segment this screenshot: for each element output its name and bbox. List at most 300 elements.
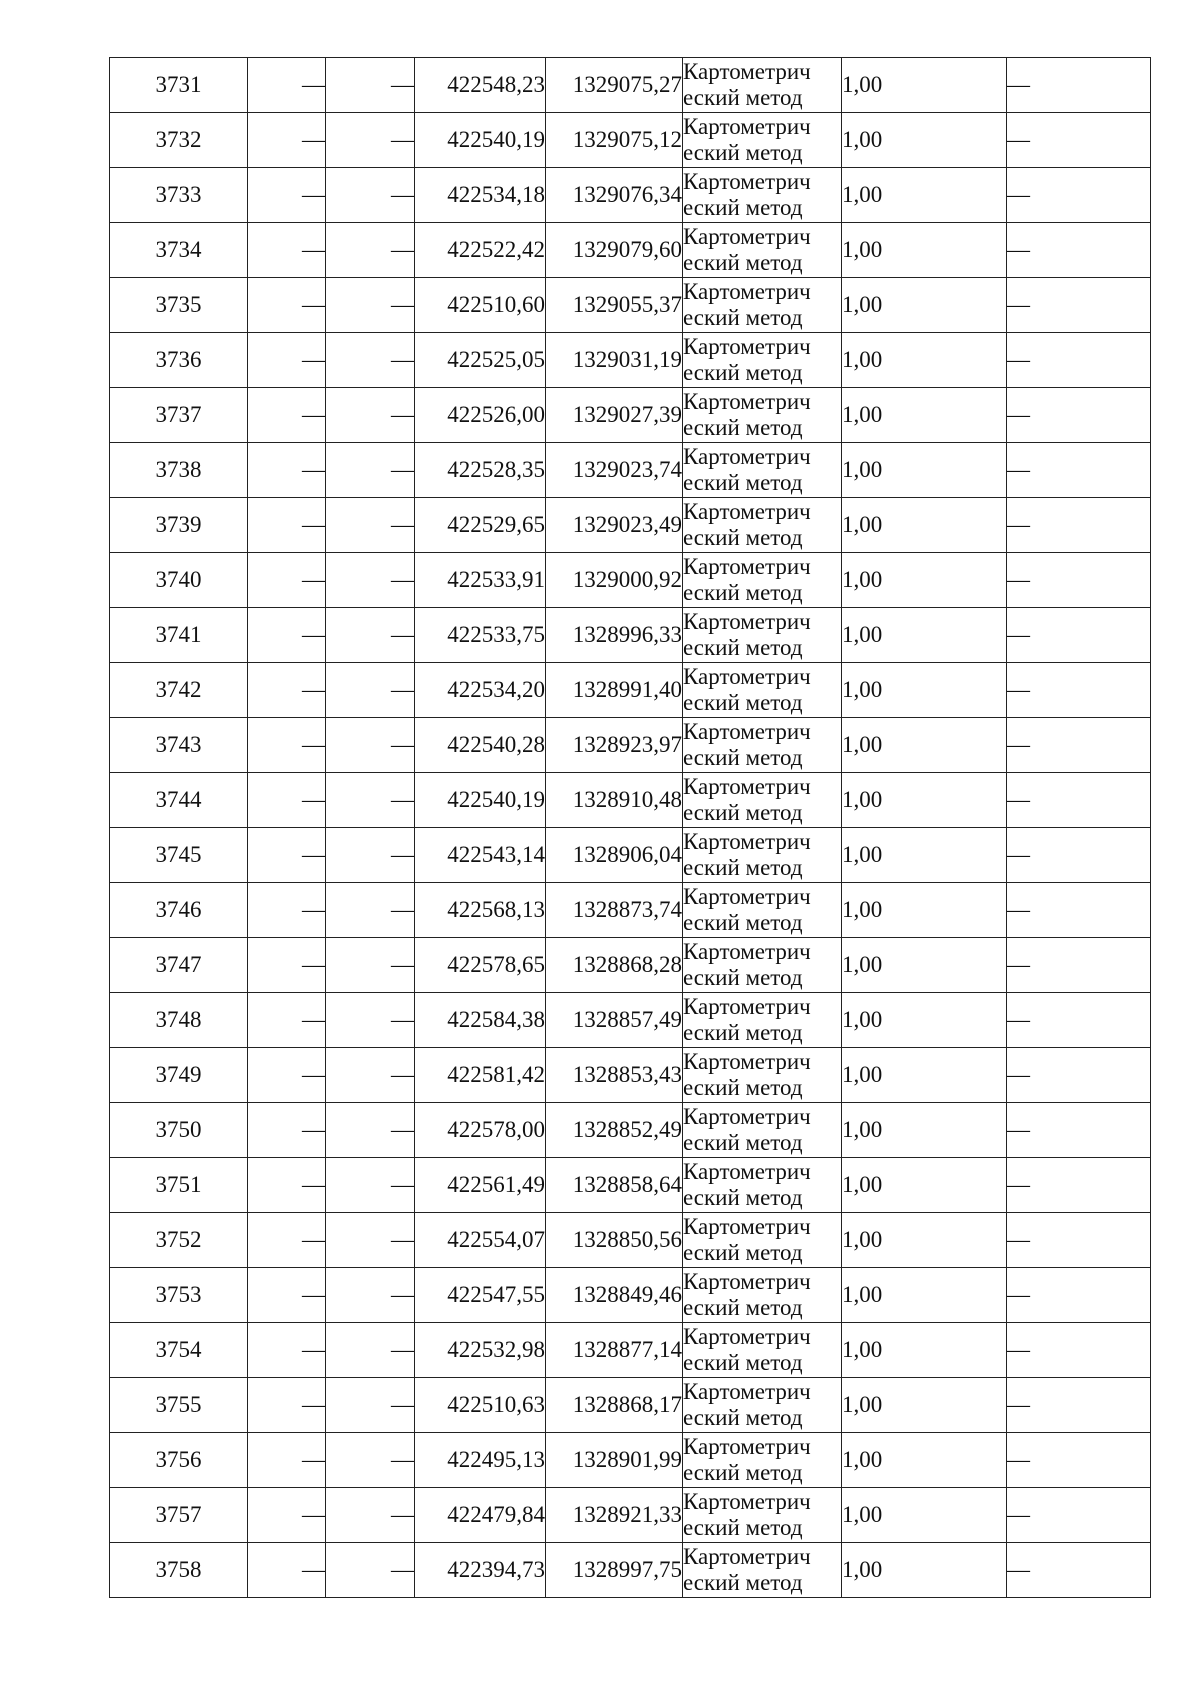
method-cell bbox=[683, 1433, 842, 1488]
method-text-line: еский метод bbox=[683, 1185, 803, 1210]
empty-dash-cell: — bbox=[326, 883, 415, 938]
method-text-line: Картометрич bbox=[683, 1269, 811, 1294]
method-text-line: Картометрич bbox=[683, 1489, 811, 1514]
description-cell: — bbox=[1007, 1323, 1151, 1378]
table-row bbox=[110, 993, 1151, 1048]
table-row bbox=[110, 773, 1151, 828]
empty-dash-cell: — bbox=[326, 1543, 415, 1598]
empty-dash-cell: — bbox=[248, 773, 326, 828]
table-row bbox=[110, 443, 1151, 498]
empty-dash-cell: — bbox=[248, 1268, 326, 1323]
point-number-cell: 3734 bbox=[110, 223, 248, 278]
point-number-cell: 3737 bbox=[110, 388, 248, 443]
y-coordinate-cell: 1328852,49 bbox=[546, 1103, 683, 1158]
accuracy-cell: 1,00 bbox=[842, 113, 1007, 168]
method-cell bbox=[683, 1158, 842, 1213]
method-text-line: еский метод bbox=[683, 855, 803, 880]
y-coordinate-cell: 1328901,99 bbox=[546, 1433, 683, 1488]
table-row bbox=[110, 58, 1151, 113]
coordinates-table-body bbox=[110, 58, 1151, 1598]
y-coordinate-cell: 1329027,39 bbox=[546, 388, 683, 443]
y-coordinate-cell: 1328858,64 bbox=[546, 1158, 683, 1213]
empty-dash-cell: — bbox=[326, 663, 415, 718]
description-cell: — bbox=[1007, 223, 1151, 278]
method-cell bbox=[683, 718, 842, 773]
x-coordinate-cell: 422581,42 bbox=[415, 1048, 546, 1103]
x-coordinate-cell: 422533,75 bbox=[415, 608, 546, 663]
method-text-line: Картометрич bbox=[683, 664, 811, 689]
x-coordinate-cell: 422526,00 bbox=[415, 388, 546, 443]
method-text-line: еский метод bbox=[683, 745, 803, 770]
empty-dash-cell: — bbox=[326, 718, 415, 773]
empty-dash-cell: — bbox=[326, 1103, 415, 1158]
method-text-line: Картометрич bbox=[683, 829, 811, 854]
empty-dash-cell: — bbox=[248, 828, 326, 883]
empty-dash-cell: — bbox=[326, 1268, 415, 1323]
description-cell: — bbox=[1007, 718, 1151, 773]
method-text-line: Картометрич bbox=[683, 444, 811, 469]
description-cell: — bbox=[1007, 168, 1151, 223]
point-number-cell: 3741 bbox=[110, 608, 248, 663]
description-cell: — bbox=[1007, 498, 1151, 553]
table-row bbox=[110, 718, 1151, 773]
table-row bbox=[110, 498, 1151, 553]
description-cell: — bbox=[1007, 1378, 1151, 1433]
method-text-line: еский метод bbox=[683, 1240, 803, 1265]
y-coordinate-cell: 1328857,49 bbox=[546, 993, 683, 1048]
method-cell bbox=[683, 938, 842, 993]
accuracy-cell: 1,00 bbox=[842, 1378, 1007, 1433]
x-coordinate-cell: 422547,55 bbox=[415, 1268, 546, 1323]
y-coordinate-cell: 1328991,40 bbox=[546, 663, 683, 718]
empty-dash-cell: — bbox=[248, 938, 326, 993]
method-text-line: Картометрич bbox=[683, 1214, 811, 1239]
method-cell bbox=[683, 1378, 842, 1433]
method-text-line: еский метод bbox=[683, 1460, 803, 1485]
y-coordinate-cell: 1328853,43 bbox=[546, 1048, 683, 1103]
x-coordinate-cell: 422561,49 bbox=[415, 1158, 546, 1213]
accuracy-cell: 1,00 bbox=[842, 1213, 1007, 1268]
method-cell bbox=[683, 1213, 842, 1268]
accuracy-cell: 1,00 bbox=[842, 388, 1007, 443]
description-cell: — bbox=[1007, 773, 1151, 828]
description-cell: — bbox=[1007, 553, 1151, 608]
point-number-cell: 3745 bbox=[110, 828, 248, 883]
table-row bbox=[110, 553, 1151, 608]
accuracy-cell: 1,00 bbox=[842, 1048, 1007, 1103]
method-text-line: еский метод bbox=[683, 690, 803, 715]
empty-dash-cell: — bbox=[248, 333, 326, 388]
accuracy-cell: 1,00 bbox=[842, 1103, 1007, 1158]
y-coordinate-cell: 1329075,27 bbox=[546, 58, 683, 113]
method-text-line: еский метод bbox=[683, 415, 803, 440]
method-text-line: еский метод bbox=[683, 1295, 803, 1320]
point-number-cell: 3746 bbox=[110, 883, 248, 938]
point-number-cell: 3743 bbox=[110, 718, 248, 773]
point-number-cell: 3749 bbox=[110, 1048, 248, 1103]
table-row bbox=[110, 1213, 1151, 1268]
empty-dash-cell: — bbox=[248, 1323, 326, 1378]
description-cell: — bbox=[1007, 1488, 1151, 1543]
table-row bbox=[110, 883, 1151, 938]
x-coordinate-cell: 422495,13 bbox=[415, 1433, 546, 1488]
description-cell: — bbox=[1007, 663, 1151, 718]
method-cell bbox=[683, 113, 842, 168]
table-row bbox=[110, 278, 1151, 333]
empty-dash-cell: — bbox=[326, 938, 415, 993]
y-coordinate-cell: 1328996,33 bbox=[546, 608, 683, 663]
y-coordinate-cell: 1329000,92 bbox=[546, 553, 683, 608]
x-coordinate-cell: 422510,63 bbox=[415, 1378, 546, 1433]
empty-dash-cell: — bbox=[326, 1378, 415, 1433]
empty-dash-cell: — bbox=[248, 718, 326, 773]
accuracy-cell: 1,00 bbox=[842, 938, 1007, 993]
y-coordinate-cell: 1328849,46 bbox=[546, 1268, 683, 1323]
empty-dash-cell: — bbox=[326, 58, 415, 113]
x-coordinate-cell: 422394,73 bbox=[415, 1543, 546, 1598]
x-coordinate-cell: 422510,60 bbox=[415, 278, 546, 333]
empty-dash-cell: — bbox=[248, 1103, 326, 1158]
point-number-cell: 3733 bbox=[110, 168, 248, 223]
method-text-line: Картометрич bbox=[683, 1159, 811, 1184]
method-cell bbox=[683, 388, 842, 443]
point-number-cell: 3758 bbox=[110, 1543, 248, 1598]
y-coordinate-cell: 1328873,74 bbox=[546, 883, 683, 938]
accuracy-cell: 1,00 bbox=[842, 828, 1007, 883]
method-text-line: еский метод bbox=[683, 1515, 803, 1540]
accuracy-cell: 1,00 bbox=[842, 553, 1007, 608]
method-cell bbox=[683, 443, 842, 498]
point-number-cell: 3747 bbox=[110, 938, 248, 993]
x-coordinate-cell: 422532,98 bbox=[415, 1323, 546, 1378]
y-coordinate-cell: 1328997,75 bbox=[546, 1543, 683, 1598]
empty-dash-cell: — bbox=[326, 1048, 415, 1103]
method-text-line: еский метод bbox=[683, 250, 803, 275]
accuracy-cell: 1,00 bbox=[842, 1488, 1007, 1543]
method-cell bbox=[683, 58, 842, 113]
method-text-line: Картометрич bbox=[683, 114, 811, 139]
accuracy-cell: 1,00 bbox=[842, 663, 1007, 718]
x-coordinate-cell: 422554,07 bbox=[415, 1213, 546, 1268]
method-text-line: еский метод bbox=[683, 1130, 803, 1155]
x-coordinate-cell: 422528,35 bbox=[415, 443, 546, 498]
empty-dash-cell: — bbox=[326, 828, 415, 883]
point-number-cell: 3731 bbox=[110, 58, 248, 113]
empty-dash-cell: — bbox=[248, 278, 326, 333]
point-number-cell: 3755 bbox=[110, 1378, 248, 1433]
point-number-cell: 3757 bbox=[110, 1488, 248, 1543]
method-cell bbox=[683, 663, 842, 718]
empty-dash-cell: — bbox=[326, 553, 415, 608]
method-text-line: еский метод bbox=[683, 305, 803, 330]
empty-dash-cell: — bbox=[248, 1158, 326, 1213]
empty-dash-cell: — bbox=[248, 553, 326, 608]
x-coordinate-cell: 422540,19 bbox=[415, 113, 546, 168]
accuracy-cell: 1,00 bbox=[842, 498, 1007, 553]
empty-dash-cell: — bbox=[326, 1213, 415, 1268]
x-coordinate-cell: 422522,42 bbox=[415, 223, 546, 278]
method-text-line: еский метод bbox=[683, 635, 803, 660]
empty-dash-cell: — bbox=[326, 773, 415, 828]
table-row bbox=[110, 1543, 1151, 1598]
method-text-line: Картометрич bbox=[683, 939, 811, 964]
method-text-line: Картометрич bbox=[683, 554, 811, 579]
method-text-line: Картометрич bbox=[683, 169, 811, 194]
method-text-line: Картометрич bbox=[683, 279, 811, 304]
description-cell: — bbox=[1007, 388, 1151, 443]
description-cell: — bbox=[1007, 1543, 1151, 1598]
x-coordinate-cell: 422529,65 bbox=[415, 498, 546, 553]
point-number-cell: 3748 bbox=[110, 993, 248, 1048]
table-row bbox=[110, 1048, 1151, 1103]
accuracy-cell: 1,00 bbox=[842, 1323, 1007, 1378]
y-coordinate-cell: 1329055,37 bbox=[546, 278, 683, 333]
method-text-line: еский метод bbox=[683, 1020, 803, 1045]
accuracy-cell: 1,00 bbox=[842, 718, 1007, 773]
empty-dash-cell: — bbox=[326, 1158, 415, 1213]
description-cell: — bbox=[1007, 993, 1151, 1048]
y-coordinate-cell: 1328910,48 bbox=[546, 773, 683, 828]
x-coordinate-cell: 422548,23 bbox=[415, 58, 546, 113]
point-number-cell: 3750 bbox=[110, 1103, 248, 1158]
table-row bbox=[110, 938, 1151, 993]
method-text-line: еский метод bbox=[683, 1350, 803, 1375]
method-text-line: еский метод bbox=[683, 1570, 803, 1595]
accuracy-cell: 1,00 bbox=[842, 608, 1007, 663]
y-coordinate-cell: 1329023,74 bbox=[546, 443, 683, 498]
y-coordinate-cell: 1328921,33 bbox=[546, 1488, 683, 1543]
empty-dash-cell: — bbox=[248, 1378, 326, 1433]
method-text-line: Картометрич bbox=[683, 1324, 811, 1349]
method-text-line: еский метод bbox=[683, 1075, 803, 1100]
empty-dash-cell: — bbox=[326, 498, 415, 553]
point-number-cell: 3738 bbox=[110, 443, 248, 498]
x-coordinate-cell: 422540,19 bbox=[415, 773, 546, 828]
method-text-line: Картометрич bbox=[683, 994, 811, 1019]
method-text-line: еский метод bbox=[683, 910, 803, 935]
empty-dash-cell: — bbox=[248, 993, 326, 1048]
method-text-line: Картометрич bbox=[683, 1434, 811, 1459]
table-row bbox=[110, 168, 1151, 223]
accuracy-cell: 1,00 bbox=[842, 1158, 1007, 1213]
x-coordinate-cell: 422578,65 bbox=[415, 938, 546, 993]
coordinates-table bbox=[109, 57, 1151, 1598]
method-text-line: Картометрич bbox=[683, 609, 811, 634]
description-cell: — bbox=[1007, 1268, 1151, 1323]
empty-dash-cell: — bbox=[248, 1543, 326, 1598]
point-number-cell: 3732 bbox=[110, 113, 248, 168]
method-cell bbox=[683, 1268, 842, 1323]
method-text-line: Картометрич bbox=[683, 224, 811, 249]
y-coordinate-cell: 1329031,19 bbox=[546, 333, 683, 388]
method-text-line: Картометрич bbox=[683, 334, 811, 359]
point-number-cell: 3744 bbox=[110, 773, 248, 828]
accuracy-cell: 1,00 bbox=[842, 993, 1007, 1048]
table-row bbox=[110, 1488, 1151, 1543]
method-text-line: Картометрич bbox=[683, 884, 811, 909]
y-coordinate-cell: 1328868,28 bbox=[546, 938, 683, 993]
empty-dash-cell: — bbox=[248, 113, 326, 168]
method-text-line: Картометрич bbox=[683, 1544, 811, 1569]
empty-dash-cell: — bbox=[326, 333, 415, 388]
method-text-line: Картометрич bbox=[683, 59, 811, 84]
empty-dash-cell: — bbox=[326, 608, 415, 663]
y-coordinate-cell: 1328877,14 bbox=[546, 1323, 683, 1378]
description-cell: — bbox=[1007, 58, 1151, 113]
y-coordinate-cell: 1329075,12 bbox=[546, 113, 683, 168]
method-cell bbox=[683, 553, 842, 608]
point-number-cell: 3752 bbox=[110, 1213, 248, 1268]
x-coordinate-cell: 422533,91 bbox=[415, 553, 546, 608]
method-cell bbox=[683, 773, 842, 828]
point-number-cell: 3735 bbox=[110, 278, 248, 333]
description-cell: — bbox=[1007, 113, 1151, 168]
method-text-line: еский метод bbox=[683, 525, 803, 550]
point-number-cell: 3753 bbox=[110, 1268, 248, 1323]
accuracy-cell: 1,00 bbox=[842, 883, 1007, 938]
method-text-line: еский метод bbox=[683, 1405, 803, 1430]
accuracy-cell: 1,00 bbox=[842, 773, 1007, 828]
empty-dash-cell: — bbox=[326, 168, 415, 223]
method-cell bbox=[683, 883, 842, 938]
accuracy-cell: 1,00 bbox=[842, 443, 1007, 498]
x-coordinate-cell: 422525,05 bbox=[415, 333, 546, 388]
x-coordinate-cell: 422578,00 bbox=[415, 1103, 546, 1158]
description-cell: — bbox=[1007, 883, 1151, 938]
method-text-line: еский метод bbox=[683, 85, 803, 110]
accuracy-cell: 1,00 bbox=[842, 1543, 1007, 1598]
description-cell: — bbox=[1007, 1103, 1151, 1158]
method-text-line: Картометрич bbox=[683, 774, 811, 799]
method-cell bbox=[683, 498, 842, 553]
description-cell: — bbox=[1007, 1213, 1151, 1268]
x-coordinate-cell: 422568,13 bbox=[415, 883, 546, 938]
table-row bbox=[110, 223, 1151, 278]
empty-dash-cell: — bbox=[248, 443, 326, 498]
point-number-cell: 3736 bbox=[110, 333, 248, 388]
table-row bbox=[110, 1103, 1151, 1158]
description-cell: — bbox=[1007, 1158, 1151, 1213]
table-row bbox=[110, 1158, 1151, 1213]
table-row bbox=[110, 333, 1151, 388]
empty-dash-cell: — bbox=[326, 1323, 415, 1378]
empty-dash-cell: — bbox=[326, 443, 415, 498]
table-row bbox=[110, 1378, 1151, 1433]
empty-dash-cell: — bbox=[248, 168, 326, 223]
accuracy-cell: 1,00 bbox=[842, 1433, 1007, 1488]
empty-dash-cell: — bbox=[248, 498, 326, 553]
accuracy-cell: 1,00 bbox=[842, 333, 1007, 388]
x-coordinate-cell: 422543,14 bbox=[415, 828, 546, 883]
method-text-line: еский метод bbox=[683, 195, 803, 220]
method-cell bbox=[683, 608, 842, 663]
empty-dash-cell: — bbox=[326, 223, 415, 278]
accuracy-cell: 1,00 bbox=[842, 1268, 1007, 1323]
accuracy-cell: 1,00 bbox=[842, 278, 1007, 333]
empty-dash-cell: — bbox=[326, 388, 415, 443]
empty-dash-cell: — bbox=[248, 223, 326, 278]
empty-dash-cell: — bbox=[248, 58, 326, 113]
point-number-cell: 3740 bbox=[110, 553, 248, 608]
y-coordinate-cell: 1328850,56 bbox=[546, 1213, 683, 1268]
accuracy-cell: 1,00 bbox=[842, 223, 1007, 278]
y-coordinate-cell: 1329023,49 bbox=[546, 498, 683, 553]
x-coordinate-cell: 422584,38 bbox=[415, 993, 546, 1048]
y-coordinate-cell: 1328923,97 bbox=[546, 718, 683, 773]
accuracy-cell: 1,00 bbox=[842, 58, 1007, 113]
method-cell bbox=[683, 278, 842, 333]
description-cell: — bbox=[1007, 443, 1151, 498]
method-cell bbox=[683, 223, 842, 278]
accuracy-cell: 1,00 bbox=[842, 168, 1007, 223]
empty-dash-cell: — bbox=[248, 388, 326, 443]
x-coordinate-cell: 422540,28 bbox=[415, 718, 546, 773]
method-text-line: Картометрич bbox=[683, 719, 811, 744]
empty-dash-cell: — bbox=[248, 663, 326, 718]
empty-dash-cell: — bbox=[248, 1048, 326, 1103]
table-row bbox=[110, 113, 1151, 168]
y-coordinate-cell: 1328868,17 bbox=[546, 1378, 683, 1433]
empty-dash-cell: — bbox=[248, 883, 326, 938]
empty-dash-cell: — bbox=[326, 113, 415, 168]
method-cell bbox=[683, 1488, 842, 1543]
table-row bbox=[110, 828, 1151, 883]
y-coordinate-cell: 1329076,34 bbox=[546, 168, 683, 223]
x-coordinate-cell: 422479,84 bbox=[415, 1488, 546, 1543]
table-row bbox=[110, 1323, 1151, 1378]
method-cell bbox=[683, 1323, 842, 1378]
method-text-line: еский метод bbox=[683, 470, 803, 495]
description-cell: — bbox=[1007, 1433, 1151, 1488]
point-number-cell: 3751 bbox=[110, 1158, 248, 1213]
description-cell: — bbox=[1007, 1048, 1151, 1103]
empty-dash-cell: — bbox=[248, 608, 326, 663]
point-number-cell: 3754 bbox=[110, 1323, 248, 1378]
method-text-line: Картометрич bbox=[683, 1104, 811, 1129]
table-row bbox=[110, 663, 1151, 718]
method-cell bbox=[683, 1543, 842, 1598]
method-cell bbox=[683, 1048, 842, 1103]
empty-dash-cell: — bbox=[326, 993, 415, 1048]
method-text-line: Картометрич bbox=[683, 389, 811, 414]
empty-dash-cell: — bbox=[248, 1213, 326, 1268]
method-cell bbox=[683, 333, 842, 388]
method-text-line: еский метод bbox=[683, 140, 803, 165]
method-cell bbox=[683, 1103, 842, 1158]
method-text-line: еский метод bbox=[683, 800, 803, 825]
table-row bbox=[110, 1433, 1151, 1488]
method-cell bbox=[683, 168, 842, 223]
empty-dash-cell: — bbox=[326, 278, 415, 333]
empty-dash-cell: — bbox=[326, 1433, 415, 1488]
description-cell: — bbox=[1007, 828, 1151, 883]
empty-dash-cell: — bbox=[326, 1488, 415, 1543]
empty-dash-cell: — bbox=[248, 1488, 326, 1543]
table-row bbox=[110, 388, 1151, 443]
point-number-cell: 3739 bbox=[110, 498, 248, 553]
x-coordinate-cell: 422534,18 bbox=[415, 168, 546, 223]
method-text-line: Картометрич bbox=[683, 499, 811, 524]
method-text-line: Картометрич bbox=[683, 1049, 811, 1074]
description-cell: — bbox=[1007, 333, 1151, 388]
y-coordinate-cell: 1328906,04 bbox=[546, 828, 683, 883]
point-number-cell: 3756 bbox=[110, 1433, 248, 1488]
method-text-line: еский метод bbox=[683, 360, 803, 385]
method-text-line: еский метод bbox=[683, 965, 803, 990]
empty-dash-cell: — bbox=[248, 1433, 326, 1488]
table-row bbox=[110, 1268, 1151, 1323]
method-text-line: Картометрич bbox=[683, 1379, 811, 1404]
